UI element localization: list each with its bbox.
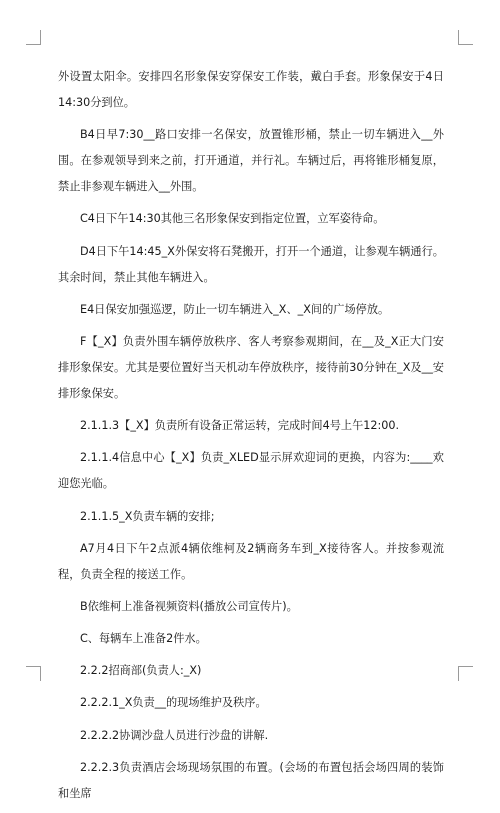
paragraph: E4日保安加强巡逻，防止一切车辆进入_X、_X间的广场停放。 — [80, 302, 390, 316]
crop-mark-top-left — [26, 30, 41, 45]
paragraph: 2.2.2.2协调沙盘人员进行沙盘的讲解. — [80, 728, 269, 742]
paragraph: C4日下午14:30其他三名形象保安到指定位置，立军姿待命。 — [80, 212, 385, 226]
paragraph: C、每辆车上准备2件水。 — [80, 632, 207, 646]
paragraph: 2.1.1.3【_X】负责所有设备正常运转，完成时间4号上午12:00. — [80, 419, 400, 433]
paragraph: 2.2.2招商部(负责人:_X) — [80, 664, 202, 678]
crop-mark-bottom-left — [26, 666, 41, 681]
crop-mark-bottom-right — [458, 666, 473, 681]
crop-mark-top-right — [458, 30, 473, 45]
paragraph: 2.2.2.3负责酒店会场现场氛围的布置。(会场的布置包括会场四周的装饰和坐席 — [58, 760, 444, 800]
document-body — [58, 64, 444, 813]
paragraph: B4日早7:30__路口安排一名保安，放置锥形桶，禁止一切车辆进入__外围。在参观领导到来之前，打开通道，并行礼。车辆过后，再将锥形桶复原，禁止非参观车辆进入__外围。 — [58, 128, 444, 194]
paragraph: D4日下午14:45_X外保安将石凳搬开，打开一个通道，让参观车辆通行。其余时间，禁止其他车辆进入。 — [58, 244, 444, 284]
paragraph: 2.1.1.4信息中心【_X】负责_XLED显示屏欢迎词的更换，内容为:____欢迎您光临。 — [58, 451, 444, 491]
paragraph: A7月4日下午2点派4辆依维柯及2辆商务车到_X接待客人。并按参观流程，负责全程的接送工作。 — [58, 541, 444, 581]
paragraph: 外设置太阳伞。安排四名形象保安穿保安工作装，戴白手套。形象保安于4日14:30分到位。 — [58, 70, 444, 109]
paragraph: 2.1.1.5_X负责车辆的安排; — [80, 509, 215, 523]
paragraph: F【_X】负责外围车辆停放秩序、客人考察参观期间，在__及_X正大门安排形象保安。尤其是要位置好当天机动车停放秩序，接待前30分钟在_X及__安排形象保安。 — [58, 334, 444, 400]
paragraph: B依维柯上准备视频资料(播放公司宣传片)。 — [80, 599, 298, 613]
paragraph: 2.2.2.1_X负责__的现场维护及秩序。 — [80, 696, 267, 710]
